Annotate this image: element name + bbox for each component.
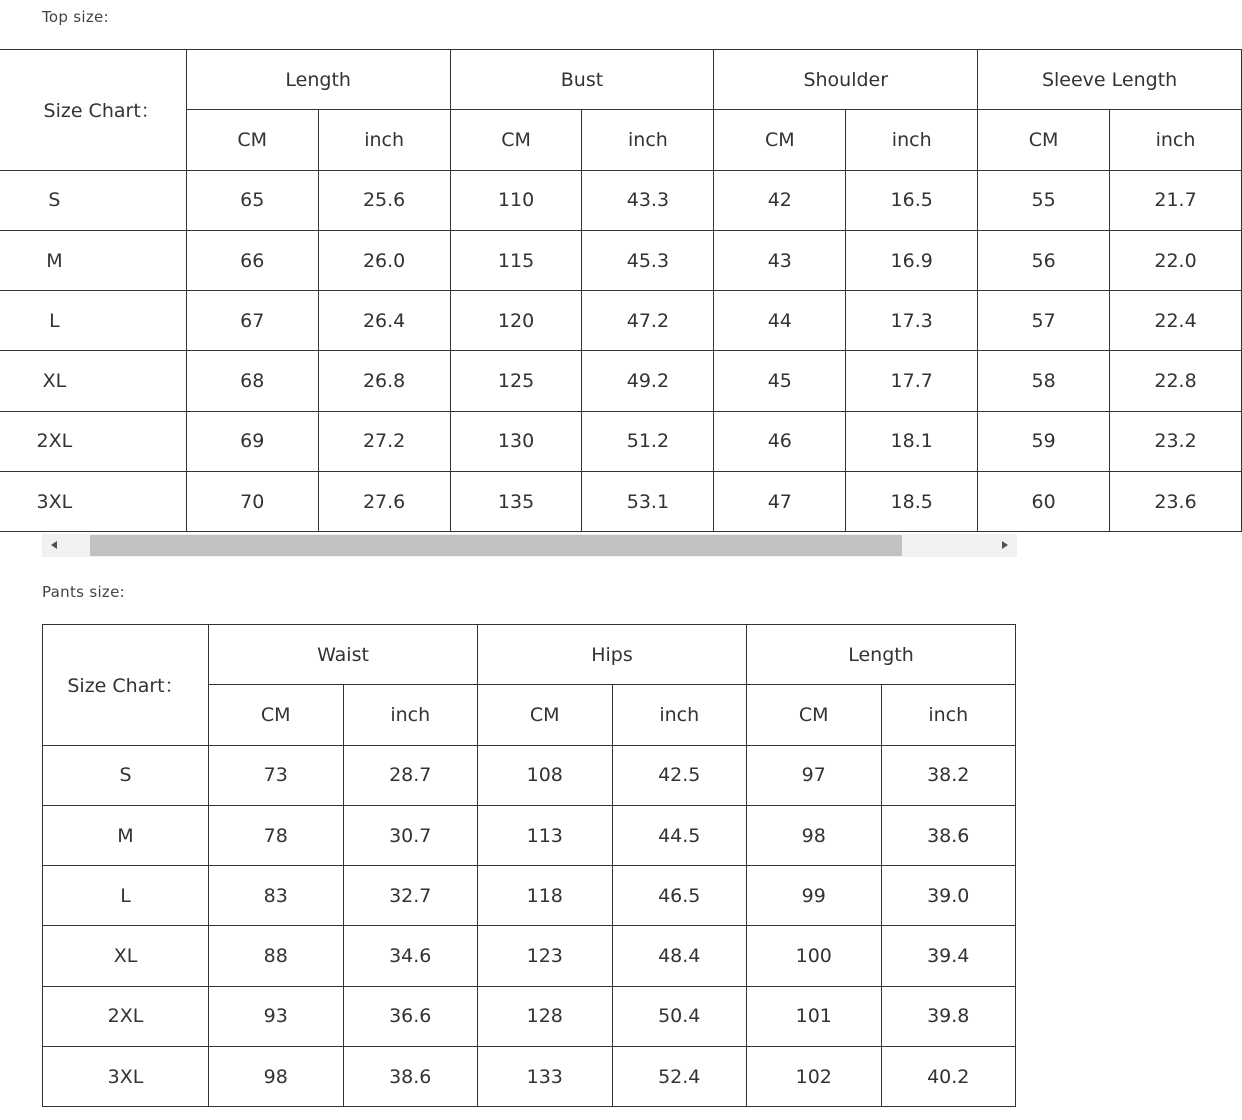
table-cell: 118 <box>478 866 613 926</box>
size-label: M <box>0 230 186 290</box>
table-cell: 47 <box>714 472 846 532</box>
table-cell: 22.0 <box>1110 230 1242 290</box>
table-row <box>0 351 1242 411</box>
pants-group-header: Length <box>747 625 1016 685</box>
table-cell: 17.7 <box>846 351 978 411</box>
table-cell: 47.2 <box>582 291 714 351</box>
table-cell: 128 <box>478 986 613 1046</box>
table-cell: 48.4 <box>612 926 747 986</box>
table-cell: 21.7 <box>1110 170 1242 230</box>
pants-size-table <box>42 624 1016 1107</box>
table-cell: 55 <box>978 170 1110 230</box>
table-row <box>43 926 1016 986</box>
table-cell: 108 <box>478 745 613 805</box>
top-unit-header-row <box>0 110 1242 170</box>
table-cell: 102 <box>747 1047 882 1107</box>
table-cell: 40.2 <box>881 1047 1016 1107</box>
table-cell: 66 <box>186 230 318 290</box>
unit-header: CM <box>978 110 1110 170</box>
table-cell: 30.7 <box>343 805 478 865</box>
table-cell: 18.5 <box>846 472 978 532</box>
pants-group-header: Waist <box>209 625 478 685</box>
top-size-title: Top size: <box>42 8 109 26</box>
table-cell: 123 <box>478 926 613 986</box>
table-cell: 83 <box>209 866 344 926</box>
table-row <box>43 1047 1016 1107</box>
table-cell: 49.2 <box>582 351 714 411</box>
table-cell: 53.1 <box>582 472 714 532</box>
table-cell: 42.5 <box>612 745 747 805</box>
table-cell: 26.8 <box>318 351 450 411</box>
unit-header: inch <box>881 685 1016 745</box>
table-cell: 100 <box>747 926 882 986</box>
top-group-header: Length <box>186 50 450 110</box>
table-cell: 27.2 <box>318 411 450 471</box>
unit-header: CM <box>186 110 318 170</box>
table-cell: 25.6 <box>318 170 450 230</box>
table-cell: 38.6 <box>881 805 1016 865</box>
top-size-rows <box>0 170 1242 532</box>
table-cell: 44.5 <box>612 805 747 865</box>
table-row <box>43 986 1016 1046</box>
table-cell: 60 <box>978 472 1110 532</box>
unit-header: CM <box>209 685 344 745</box>
unit-header: inch <box>1110 110 1242 170</box>
table-cell: 101 <box>747 986 882 1046</box>
table-cell: 26.4 <box>318 291 450 351</box>
table-cell: 27.6 <box>318 472 450 532</box>
table-cell: 97 <box>747 745 882 805</box>
table-cell: 43 <box>714 230 846 290</box>
table-cell: 93 <box>209 986 344 1046</box>
table-cell: 43.3 <box>582 170 714 230</box>
unit-header: inch <box>343 685 478 745</box>
table-cell: 59 <box>978 411 1110 471</box>
table-cell: 36.6 <box>343 986 478 1046</box>
pants-corner-label: Size Chart： <box>43 625 209 746</box>
scroll-left-arrow-icon[interactable] <box>42 534 66 557</box>
table-cell: 133 <box>478 1047 613 1107</box>
table-row <box>0 170 1242 230</box>
table-cell: 67 <box>186 291 318 351</box>
table-cell: 120 <box>450 291 582 351</box>
unit-header: CM <box>478 685 613 745</box>
table-cell: 46 <box>714 411 846 471</box>
table-row <box>0 291 1242 351</box>
unit-header: CM <box>450 110 582 170</box>
table-row <box>0 230 1242 290</box>
table-cell: 73 <box>209 745 344 805</box>
top-group-header-row <box>0 50 1242 110</box>
size-label: XL <box>0 351 186 411</box>
table-cell: 44 <box>714 291 846 351</box>
size-label: M <box>43 805 209 865</box>
size-label: L <box>43 866 209 926</box>
pants-size-rows <box>43 745 1016 1107</box>
table-cell: 98 <box>209 1047 344 1107</box>
unit-header: inch <box>846 110 978 170</box>
table-cell: 16.5 <box>846 170 978 230</box>
top-group-header: Sleeve Length <box>978 50 1242 110</box>
horizontal-scrollbar[interactable] <box>42 534 1017 557</box>
table-cell: 42 <box>714 170 846 230</box>
table-cell: 28.7 <box>343 745 478 805</box>
table-cell: 88 <box>209 926 344 986</box>
table-cell: 65 <box>186 170 318 230</box>
table-cell: 51.2 <box>582 411 714 471</box>
table-cell: 38.2 <box>881 745 1016 805</box>
table-cell: 113 <box>478 805 613 865</box>
top-group-header: Bust <box>450 50 714 110</box>
table-cell: 32.7 <box>343 866 478 926</box>
size-label: 3XL <box>0 472 186 532</box>
table-cell: 39.0 <box>881 866 1016 926</box>
table-cell: 34.6 <box>343 926 478 986</box>
table-cell: 58 <box>978 351 1110 411</box>
table-cell: 57 <box>978 291 1110 351</box>
table-cell: 17.3 <box>846 291 978 351</box>
table-row <box>43 805 1016 865</box>
table-cell: 52.4 <box>612 1047 747 1107</box>
unit-header: inch <box>582 110 714 170</box>
table-cell: 39.4 <box>881 926 1016 986</box>
top-size-table <box>0 49 1242 532</box>
table-row <box>43 745 1016 805</box>
table-cell: 98 <box>747 805 882 865</box>
unit-header: CM <box>747 685 882 745</box>
table-cell: 23.2 <box>1110 411 1242 471</box>
size-label: L <box>0 291 186 351</box>
table-cell: 18.1 <box>846 411 978 471</box>
pants-group-header-row <box>43 625 1016 685</box>
table-cell: 22.4 <box>1110 291 1242 351</box>
scroll-right-arrow-icon[interactable] <box>993 534 1017 557</box>
size-label: 3XL <box>43 1047 209 1107</box>
table-cell: 16.9 <box>846 230 978 290</box>
table-cell: 78 <box>209 805 344 865</box>
table-cell: 46.5 <box>612 866 747 926</box>
unit-header: inch <box>612 685 747 745</box>
table-cell: 38.6 <box>343 1047 478 1107</box>
table-cell: 99 <box>747 866 882 926</box>
top-size-table-viewport[interactable] <box>36 49 1197 532</box>
table-row <box>0 472 1242 532</box>
unit-header: inch <box>318 110 450 170</box>
table-cell: 70 <box>186 472 318 532</box>
unit-header: CM <box>714 110 846 170</box>
scrollbar-thumb[interactable] <box>90 535 902 556</box>
pants-group-header: Hips <box>478 625 747 685</box>
size-label: 2XL <box>43 986 209 1046</box>
table-cell: 45 <box>714 351 846 411</box>
table-cell: 23.6 <box>1110 472 1242 532</box>
table-cell: 130 <box>450 411 582 471</box>
table-cell: 115 <box>450 230 582 290</box>
table-cell: 69 <box>186 411 318 471</box>
top-corner-label: Size Chart： <box>0 50 186 171</box>
table-row <box>0 411 1242 471</box>
table-cell: 110 <box>450 170 582 230</box>
table-row <box>43 866 1016 926</box>
size-label: XL <box>43 926 209 986</box>
table-cell: 45.3 <box>582 230 714 290</box>
table-cell: 125 <box>450 351 582 411</box>
table-cell: 56 <box>978 230 1110 290</box>
size-label: S <box>43 745 209 805</box>
size-label: S <box>0 170 186 230</box>
table-cell: 22.8 <box>1110 351 1242 411</box>
pants-size-title: Pants size: <box>42 583 125 601</box>
table-cell: 26.0 <box>318 230 450 290</box>
table-cell: 135 <box>450 472 582 532</box>
table-cell: 39.8 <box>881 986 1016 1046</box>
size-label: 2XL <box>0 411 186 471</box>
table-cell: 68 <box>186 351 318 411</box>
table-cell: 50.4 <box>612 986 747 1046</box>
top-group-header: Shoulder <box>714 50 978 110</box>
